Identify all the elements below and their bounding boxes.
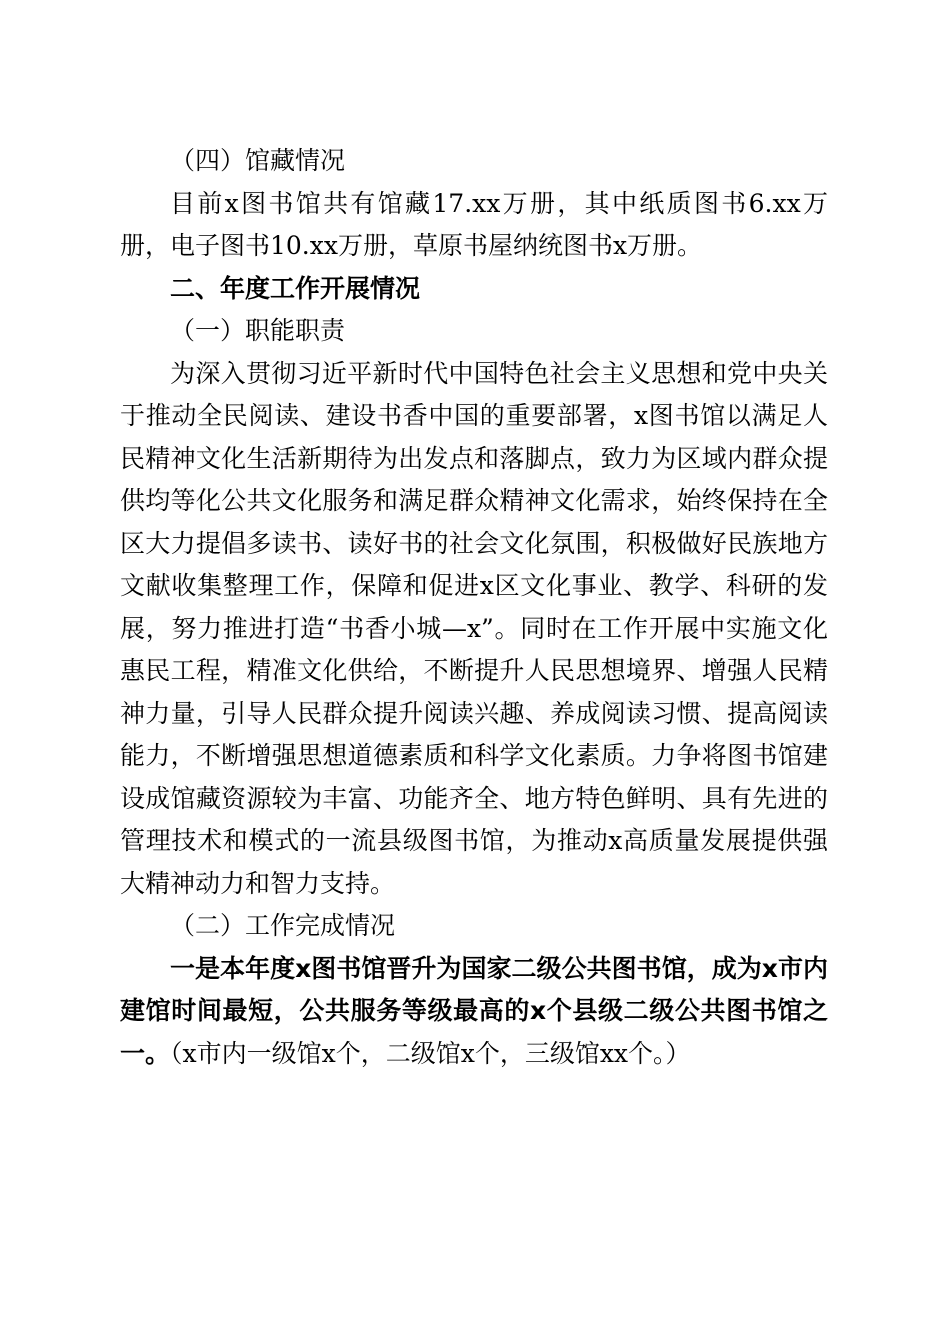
- duties-heading: （一）职能职责: [170, 316, 346, 345]
- collection-paragraph: 目前x图书馆共有馆藏17.xx万册，其中纸质图书6.xx万册，电子图书10.xx万册，草原书屋纳统图书x万册。: [120, 188, 828, 260]
- completion-paragraph: [120, 948, 828, 1076]
- completion-note-text: （x市内一级馆x个，二级馆x个，三级馆xx个。）: [170, 1038, 691, 1068]
- duties-paragraph: 为深入贯彻习近平新时代中国特色社会主义思想和党中央关于推动全民阅读、建设书香中国的重要部署，x图书馆以满足人民精神文化生活新期待为出发点和落脚点，致力为区域内群众提供均等化公共文化服务和满足群众精神文化需求，始终保持在全区大力提倡多读书、读好书的社会文化氛围，积极做好民族地方文献收集整理工作，保障和促进x区文化事业、教学、科研的发展，努力推进打造“书香小城—x”。同时在工作开展中实施文化惠民工程，精准文化供给，不断提升人民思想境界、增强人民精神力量，引导人民群众提升阅读兴趣、养成阅读习惯、提高阅读能力，不断增强思想道德素质和科学文化素质。力争将图书馆建设成馆藏资源较为丰富、功能齐全、地方特色鲜明、具有先进的管理技术和模式的一流县级图书馆，为推动x高质量发展提供强大精神动力和智力支持。: [120, 358, 828, 898]
- completion-heading: （二）工作完成情况: [170, 911, 396, 940]
- document-body: [120, 140, 828, 1075]
- completion-lead-text: 一是本年度x图书馆晋升为国家二级公共图书馆，成为x市内建馆时间最短，公共服务等级最高的x个县级二级公共图书馆之一。: [120, 953, 828, 1068]
- annual-work-heading: 二、年度工作开展情况: [170, 273, 421, 303]
- collection-heading: （四）馆藏情况: [170, 146, 346, 175]
